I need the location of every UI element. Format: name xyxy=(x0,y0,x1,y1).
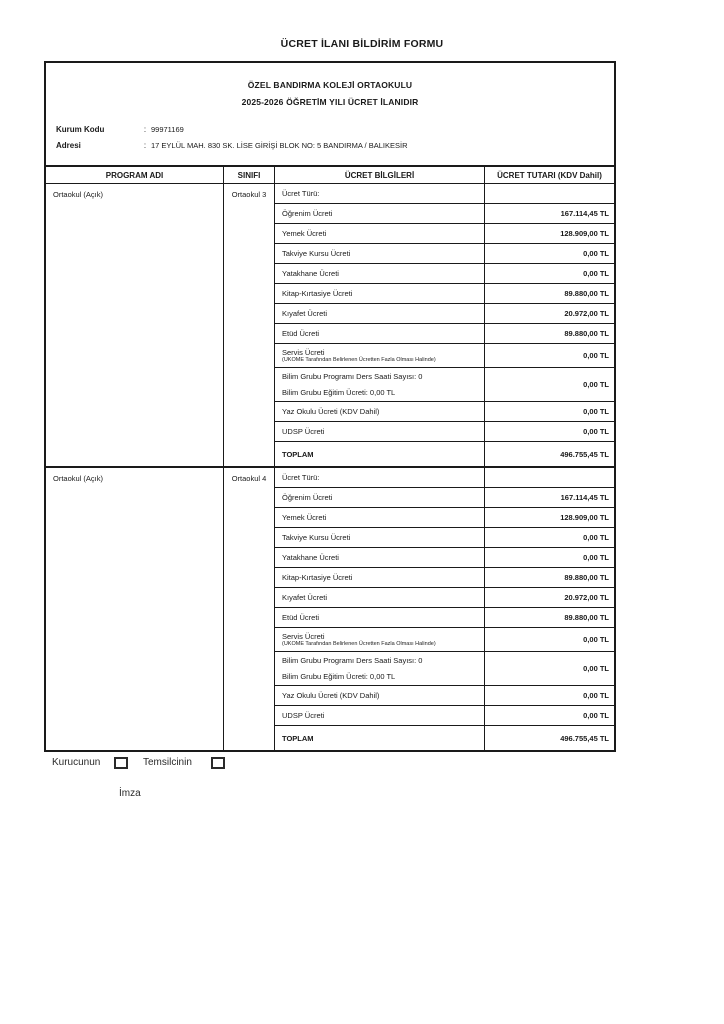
fee-row xyxy=(275,284,614,304)
fee-label: Yatakhane Ücreti xyxy=(282,269,339,278)
fee-rows xyxy=(275,468,614,750)
header-program-adi: PROGRAM ADI xyxy=(46,167,224,183)
fee-amount: 0,00 TL xyxy=(583,407,609,416)
fee-rows xyxy=(275,184,614,466)
fee-amount xyxy=(485,184,614,203)
fee-label-cell xyxy=(275,608,485,627)
fee-amount: 89.880,00 TL xyxy=(564,613,609,622)
fee-label-cell xyxy=(275,726,485,750)
fee-amount: 0,00 TL xyxy=(583,711,609,720)
fee-label: Servis Ücreti xyxy=(282,347,325,357)
fee-label-cell xyxy=(275,324,485,343)
fee-label-cell xyxy=(275,224,485,243)
fee-blocks xyxy=(46,184,614,750)
fee-label: Yemek Ücreti xyxy=(282,513,327,522)
fee-amount: 20.972,00 TL xyxy=(564,593,609,602)
fee-amount: 0,00 TL xyxy=(583,380,609,389)
fee-label: UDSP Ücreti xyxy=(282,711,325,720)
adresi-separator: : xyxy=(143,141,147,150)
temsilcinin-checkbox[interactable] xyxy=(211,757,225,769)
fee-row xyxy=(275,344,614,368)
imza-label: İmza xyxy=(119,788,141,799)
fee-row xyxy=(275,224,614,244)
fee-amount: 167.114,45 TL xyxy=(560,493,609,502)
fee-label-cell xyxy=(275,468,485,487)
kurum-kodu-label: Kurum Kodu xyxy=(56,125,105,134)
fee-label: Öğrenim Ücreti xyxy=(282,493,333,502)
fee-row xyxy=(275,304,614,324)
fee-amount: 0,00 TL xyxy=(583,351,609,360)
fee-row xyxy=(275,468,614,488)
fee-amount: 20.972,00 TL xyxy=(564,309,609,318)
fee-amount: 0,00 TL xyxy=(583,269,609,278)
fee-label: Takviye Kursu Ücreti xyxy=(282,533,351,542)
fee-label: Etüd Ücreti xyxy=(282,329,320,338)
adresi-row xyxy=(46,138,614,154)
fee-label: Öğrenim Ücreti xyxy=(282,209,333,218)
class-name: Ortaokul 3 xyxy=(224,184,275,466)
kurum-kodu-row xyxy=(46,122,614,138)
fee-label-cell xyxy=(275,184,485,203)
fee-block xyxy=(46,184,614,466)
fee-label-cell xyxy=(275,284,485,303)
kurucunun-label: Kurucunun xyxy=(52,757,101,768)
fee-row xyxy=(275,368,614,402)
fee-label-cell xyxy=(275,244,485,263)
fee-label: Ücret Türü: xyxy=(282,473,320,482)
kurum-kodu-value: 99971169 xyxy=(151,125,184,134)
fee-label-cell xyxy=(275,706,485,725)
fee-amount: 89.880,00 TL xyxy=(564,289,609,298)
fee-label-cell xyxy=(275,568,485,587)
fee-label: Yemek Ücreti xyxy=(282,229,327,238)
fee-label: Yatakhane Ücreti xyxy=(282,553,339,562)
document-title: ÜCRET İLANI BİLDİRİM FORMU xyxy=(280,38,444,50)
fee-amount: 0,00 TL xyxy=(583,249,609,258)
fee-amount: 0,00 TL xyxy=(583,427,609,436)
fee-label: Servis Ücreti xyxy=(282,631,325,641)
fee-label-cell xyxy=(275,264,485,283)
fee-row xyxy=(275,184,614,204)
fee-label-cell xyxy=(275,344,485,367)
fee-amount: 0,00 TL xyxy=(583,635,609,644)
fee-label-secondary: Bilim Grubu Eğitim Ücreti: 0,00 TL xyxy=(282,672,396,681)
fee-label: Kitap-Kırtasiye Ücreti xyxy=(282,289,353,298)
program-name: Ortaokul (Açık) xyxy=(46,184,224,466)
fee-amount: 0,00 TL xyxy=(583,533,609,542)
fee-amount: 128.909,00 TL xyxy=(560,229,609,238)
adresi-value: 17 EYLÜL MAH. 830 SK. LİSE GİRİŞİ BLOK NO: 5 BANDIRMA / BALIKESİR xyxy=(151,141,408,150)
fee-label: Bilim Grubu Programı Ders Saati Sayısı: 0 xyxy=(282,372,423,381)
fee-label-cell xyxy=(275,402,485,421)
fee-label: Takviye Kursu Ücreti xyxy=(282,249,351,258)
fee-row xyxy=(275,628,614,652)
fee-amount xyxy=(485,468,614,487)
kurucunun-checkbox[interactable] xyxy=(114,757,128,769)
school-name: ÖZEL BANDIRMA KOLEJİ ORTAOKULU xyxy=(247,80,413,90)
fee-label-note: (UKOME Tarafından Belirlenen Ücretten Fazla Olması Halinde) xyxy=(282,640,436,647)
fee-row xyxy=(275,528,614,548)
class-name: Ortaokul 4 xyxy=(224,468,275,750)
fee-amount: 89.880,00 TL xyxy=(564,573,609,582)
fee-row xyxy=(275,608,614,628)
fee-label-cell xyxy=(275,304,485,323)
fee-label-cell xyxy=(275,508,485,527)
fee-label-cell xyxy=(275,204,485,223)
fee-label: TOPLAM xyxy=(282,449,314,459)
fee-amount: 0,00 TL xyxy=(583,691,609,700)
temsilcinin-label: Temsilcinin xyxy=(143,757,192,768)
fee-amount: 167.114,45 TL xyxy=(560,209,609,218)
fee-block xyxy=(46,466,614,750)
fee-label: Etüd Ücreti xyxy=(282,613,320,622)
fee-label-cell xyxy=(275,652,485,685)
fee-label-cell xyxy=(275,548,485,567)
fee-label-cell xyxy=(275,488,485,507)
fee-row xyxy=(275,442,614,466)
fee-row xyxy=(275,204,614,224)
fee-label: Yaz Okulu Ücreti (KDV Dahil) xyxy=(282,407,380,416)
header-ucret-bilgileri: ÜCRET BİLGİLERİ xyxy=(275,167,485,183)
fee-row xyxy=(275,488,614,508)
fee-label: TOPLAM xyxy=(282,733,314,743)
announcement-line: 2025-2026 ÖĞRETİM YILI ÜCRET İLANIDIR xyxy=(241,97,419,107)
fee-table-header xyxy=(46,165,614,184)
fee-label-cell xyxy=(275,368,485,401)
fee-label-cell xyxy=(275,628,485,651)
fee-label-cell xyxy=(275,686,485,705)
fee-label: Yaz Okulu Ücreti (KDV Dahil) xyxy=(282,691,380,700)
fee-label-cell xyxy=(275,422,485,441)
fee-row xyxy=(275,508,614,528)
header-ucret-tutari: ÜCRET TUTARI (KDV Dahil) xyxy=(497,170,602,180)
fee-amount: 128.909,00 TL xyxy=(560,513,609,522)
fee-label: Ücret Türü: xyxy=(282,189,320,198)
fee-amount: 0,00 TL xyxy=(583,553,609,562)
fee-row xyxy=(275,726,614,750)
kurum-kodu-separator: : xyxy=(143,125,147,134)
fee-amount: 89.880,00 TL xyxy=(564,329,609,338)
fee-row xyxy=(275,422,614,442)
fee-label-cell xyxy=(275,442,485,466)
fee-row xyxy=(275,264,614,284)
fee-label: Kıyafet Ücreti xyxy=(282,593,328,602)
form-header-section xyxy=(46,63,614,165)
fee-row xyxy=(275,686,614,706)
fee-row xyxy=(275,652,614,686)
program-name: Ortaokul (Açık) xyxy=(46,468,224,750)
header-sinifi: SINIFI xyxy=(224,167,275,183)
institution-fields xyxy=(46,122,614,154)
adresi-label: Adresi xyxy=(56,141,81,150)
fee-amount: 496.755,45 TL xyxy=(560,733,609,743)
fee-amount: 0,00 TL xyxy=(583,664,609,673)
fee-label-cell xyxy=(275,588,485,607)
fee-label-cell xyxy=(275,528,485,547)
fee-row xyxy=(275,402,614,422)
fee-row xyxy=(275,568,614,588)
fee-row xyxy=(275,588,614,608)
form-box xyxy=(44,61,616,752)
fee-row xyxy=(275,244,614,264)
fee-row xyxy=(275,324,614,344)
fee-label: Kitap-Kırtasiye Ücreti xyxy=(282,573,353,582)
fee-label-note: (UKOME Tarafından Belirlenen Ücretten Fazla Olması Halinde) xyxy=(282,356,436,363)
fee-row xyxy=(275,548,614,568)
fee-label: Kıyafet Ücreti xyxy=(282,309,328,318)
fee-label: Bilim Grubu Programı Ders Saati Sayısı: 0 xyxy=(282,656,423,665)
fee-label: UDSP Ücreti xyxy=(282,427,325,436)
fee-amount: 496.755,45 TL xyxy=(560,449,609,459)
fee-label-secondary: Bilim Grubu Eğitim Ücreti: 0,00 TL xyxy=(282,388,396,397)
fee-row xyxy=(275,706,614,726)
